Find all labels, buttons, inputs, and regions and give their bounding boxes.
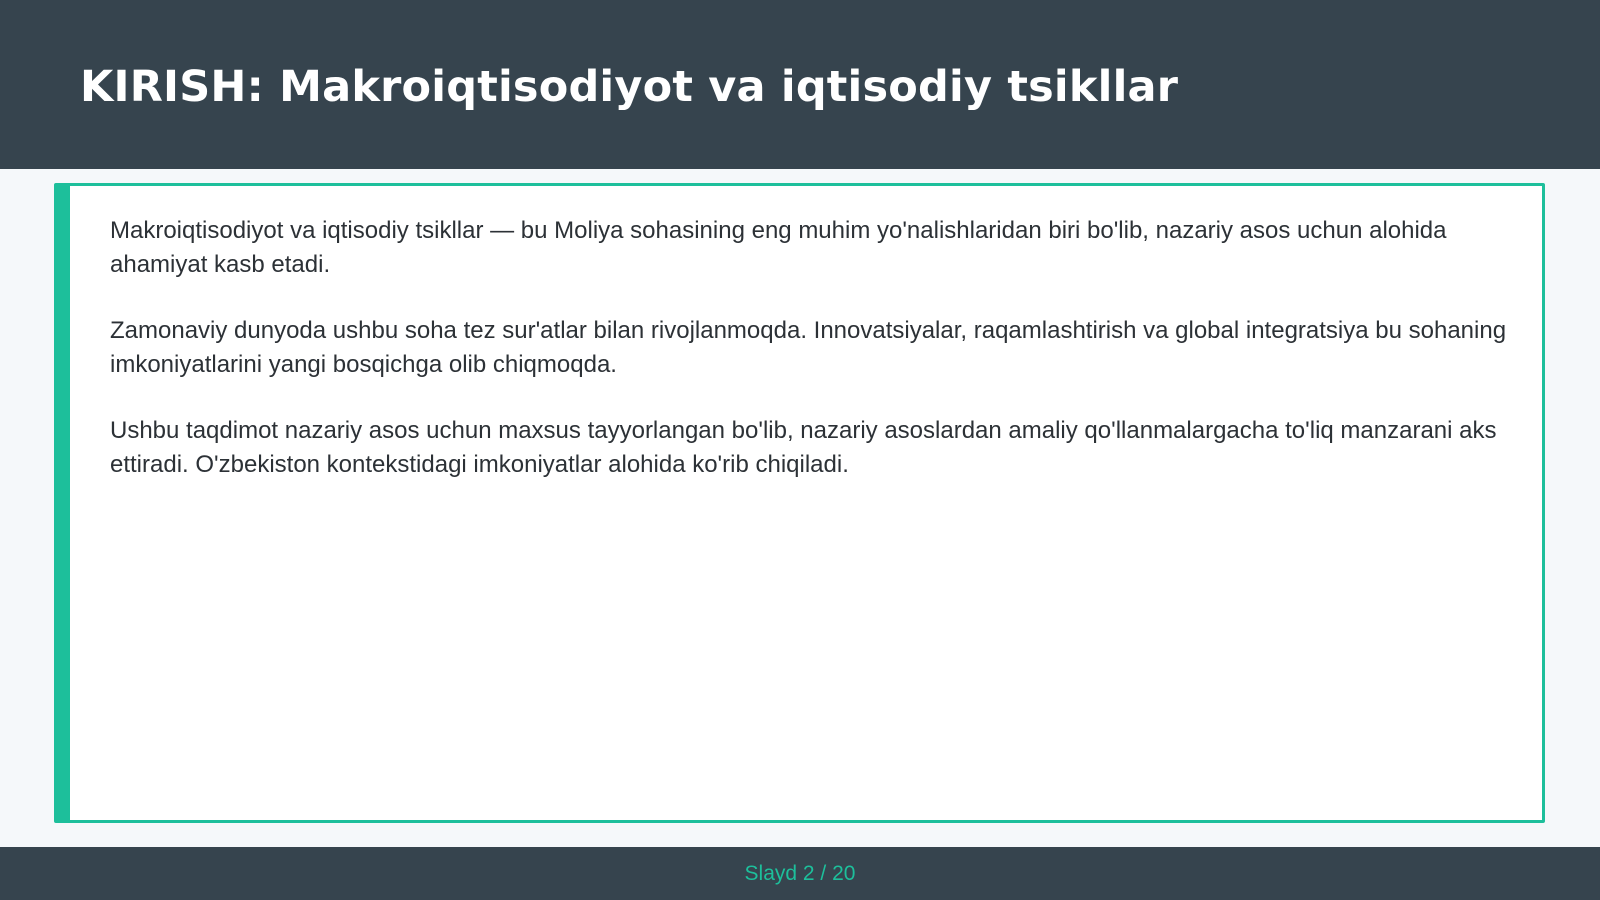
intro-paragraph: Makroiqtisodiyot va iqtisodiy tsikllar — bu Moliya sohasining eng muhim yo'nalishlaridan biri bo'lib, nazariy asos uchun alohida ahamiyat kasb etadi. <box>110 217 1447 278</box>
slide-counter: Slayd 2 / 20 <box>744 862 856 885</box>
slide-footer <box>0 847 1600 900</box>
content-body <box>110 214 1510 514</box>
slide-header <box>0 0 1600 169</box>
development-paragraph: Zamonaviy dunyoda ushbu soha tez sur'atlar bilan rivojlanmoqda. Innovatsiyalar, raqamlashtirish va global integratsiya bu sohaning imkoniyatlarini yangi bosqichga olib chiqmoqda. <box>110 317 1507 378</box>
slide-title: KIRISH: Makroiqtisodiyot va iqtisodiy tsikllar <box>80 62 1179 112</box>
presentation-scope-paragraph: Ushbu taqdimot nazariy asos uchun maxsus tayyorlangan bo'lib, nazariy asoslardan amaliy qo'llanmalargacha to'liq manzarani aks ettiradi. O'zbekiston kontekstidagi imkoniyatlar alohida ko'rib chiqiladi. <box>110 417 1497 478</box>
content-card <box>54 183 1545 823</box>
